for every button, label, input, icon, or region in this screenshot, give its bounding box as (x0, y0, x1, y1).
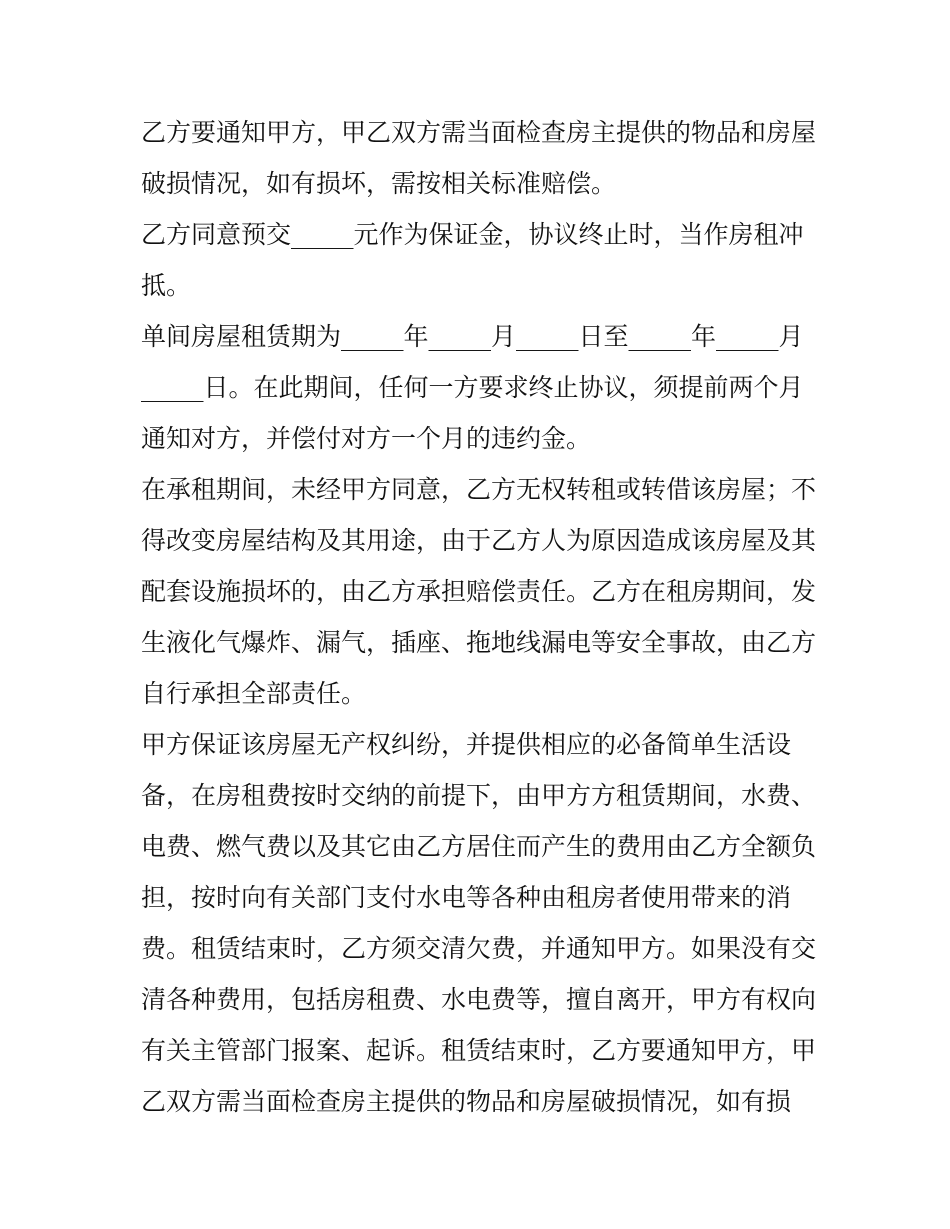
text-line: 配套设施损坏的，由乙方承担赔偿责任。乙方在租房期间，发 (141, 577, 817, 606)
text-line: 担，按时向有关部门支付水电等各种由租房者使用带来的消 (141, 883, 792, 912)
text-line: 清各种费用，包括房租费、水电费等，擅自离开，甲方有权向 (141, 985, 817, 1014)
text-line: 费。租赁结束时，乙方须交清欠费，并通知甲方。如果没有交 (141, 934, 817, 963)
text-line: 得改变房屋结构及其用途，由于乙方人为原因造成该房屋及其 (141, 526, 817, 555)
text-line: 乙双方需当面检查房主提供的物品和房屋破损情况，如有损 (141, 1087, 792, 1116)
text-line: 生液化气爆炸、漏气，插座、拖地线漏电等安全事故，由乙方 (141, 628, 817, 657)
text-line: 有关主管部门报案、起诉。租赁结束时，乙方要通知甲方，甲 (141, 1036, 817, 1065)
text-line: 抵。 (141, 271, 192, 300)
text-line: 自行承担全部责任。 (141, 679, 367, 708)
text-line: 通知对方，并偿付对方一个月的违约金。 (141, 424, 592, 453)
text-line: 电费、燃气费以及其它由乙方居住而产生的费用由乙方全额负 (141, 832, 817, 861)
text-line: 甲方保证该房屋无产权纠纷，并提供相应的必备简单生活设 (141, 730, 792, 759)
text-line: 单间房屋租赁期为_____年_____月_____日至_____年_____月 (141, 322, 804, 351)
text-line: 在承租期间，未经甲方同意，乙方无权转租或转借该房屋；不 (141, 475, 817, 504)
text-line: 破损情况，如有损坏，需按相关标准赔偿。 (141, 169, 617, 198)
text-line: _____日。在此期间，任何一方要求终止协议，须提前两个月 (141, 373, 804, 402)
text-line: 乙方要通知甲方，甲乙双方需当面检查房主提供的物品和房屋 (141, 118, 817, 147)
text-line: 乙方同意预交_____元作为保证金，协议终止时，当作房租冲 (141, 220, 804, 249)
document-body (141, 107, 821, 1127)
text-line: 备，在房租费按时交纳的前提下，由甲方方租赁期间，水费、 (141, 781, 817, 810)
